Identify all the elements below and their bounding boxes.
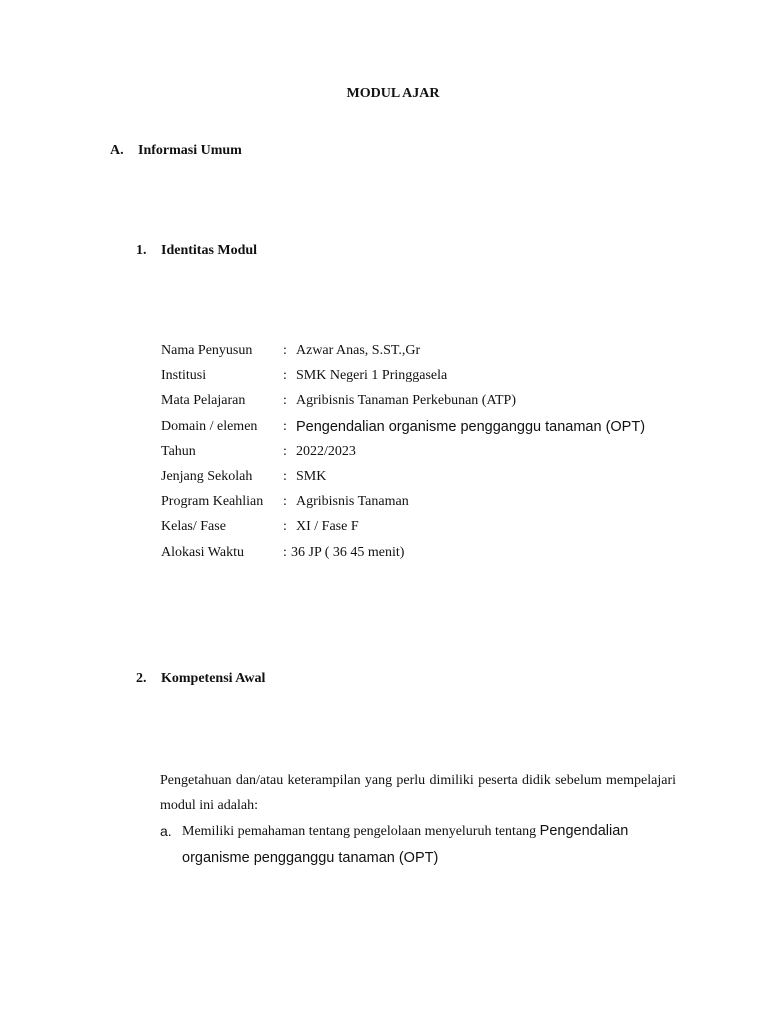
- identitas-label: Mata Pelajaran: [161, 393, 246, 409]
- list-item-text-highlight: Pengendalian organisme pengganggu tanaman (OPT): [182, 823, 629, 866]
- identitas-row-program-keahlian: [161, 492, 645, 517]
- identitas-value: 36 JP ( 36 45 menit): [291, 544, 405, 560]
- kompetensi-awal-marker: 2.: [136, 671, 147, 686]
- identitas-label: Alokasi Waktu: [161, 544, 244, 560]
- identitas-row-institusi: [161, 366, 645, 391]
- identitas-colon: :: [283, 544, 287, 560]
- kompetensi-intro-paragraph: Pengetahuan dan/atau keterampilan yang perlu dimiliki peserta didik sebelum mempelajari modul ini adalah:: [160, 773, 676, 813]
- section-a-marker: A.: [110, 143, 124, 158]
- identitas-label: Tahun: [161, 443, 196, 459]
- identitas-modul-title: Identitas Modul: [161, 243, 258, 258]
- identitas-colon: :: [283, 443, 287, 459]
- identitas-value: Agribisnis Tanaman Perkebunan (ATP): [296, 393, 517, 409]
- kompetensi-awal-heading: [136, 671, 265, 687]
- identitas-colon: :: [283, 393, 287, 409]
- identitas-value: Pengendalian organisme pengganggu tanaman (OPT): [296, 418, 646, 435]
- document-title: MODUL AJAR: [346, 86, 440, 101]
- identitas-row-alokasi-waktu: [161, 543, 645, 568]
- identitas-colon: :: [283, 418, 287, 434]
- identitas-colon: :: [283, 368, 287, 384]
- identitas-colon: :: [283, 519, 287, 535]
- identitas-row-mata-pelajaran: [161, 391, 645, 416]
- identitas-modul-heading: [136, 243, 257, 259]
- identitas-table: [161, 341, 645, 568]
- section-a-title: Informasi Umum: [138, 143, 242, 158]
- identitas-row-domain: [161, 417, 645, 442]
- identitas-value: SMK: [296, 468, 327, 484]
- identitas-modul-marker: 1.: [136, 243, 147, 258]
- identitas-row-kelas-fase: [161, 517, 645, 542]
- identitas-label: Nama Penyusun: [161, 343, 253, 358]
- identitas-label: Institusi: [161, 368, 207, 384]
- kompetensi-list: [160, 818, 680, 872]
- identitas-value: XI / Fase F: [296, 519, 359, 535]
- identitas-value: Azwar Anas, S.ST.,Gr: [296, 343, 421, 358]
- identitas-label: Jenjang Sekolah: [161, 468, 253, 484]
- kompetensi-awal-title: Kompetensi Awal: [161, 671, 266, 686]
- section-a-heading: [110, 143, 242, 159]
- list-item: [182, 818, 680, 872]
- identitas-colon: :: [283, 468, 287, 484]
- identitas-colon: :: [283, 343, 287, 358]
- identitas-label: Kelas/ Fase: [161, 519, 226, 535]
- identitas-row-jenjang-sekolah: [161, 467, 645, 492]
- list-item-marker: a.: [160, 823, 172, 839]
- identitas-colon: :: [283, 494, 287, 510]
- identitas-row-nama-penyusun: [161, 341, 645, 366]
- identitas-label: Domain / elemen: [161, 418, 258, 434]
- identitas-label: Program Keahlian: [161, 494, 264, 510]
- identitas-row-tahun: [161, 442, 645, 467]
- identitas-value: SMK Negeri 1 Pringgasela: [296, 368, 448, 384]
- identitas-value: Agribisnis Tanaman: [296, 494, 409, 510]
- identitas-value: 2022/2023: [296, 443, 356, 459]
- list-item-text: Memiliki pemahaman tentang pengelolaan menyeluruh tentang: [182, 824, 540, 839]
